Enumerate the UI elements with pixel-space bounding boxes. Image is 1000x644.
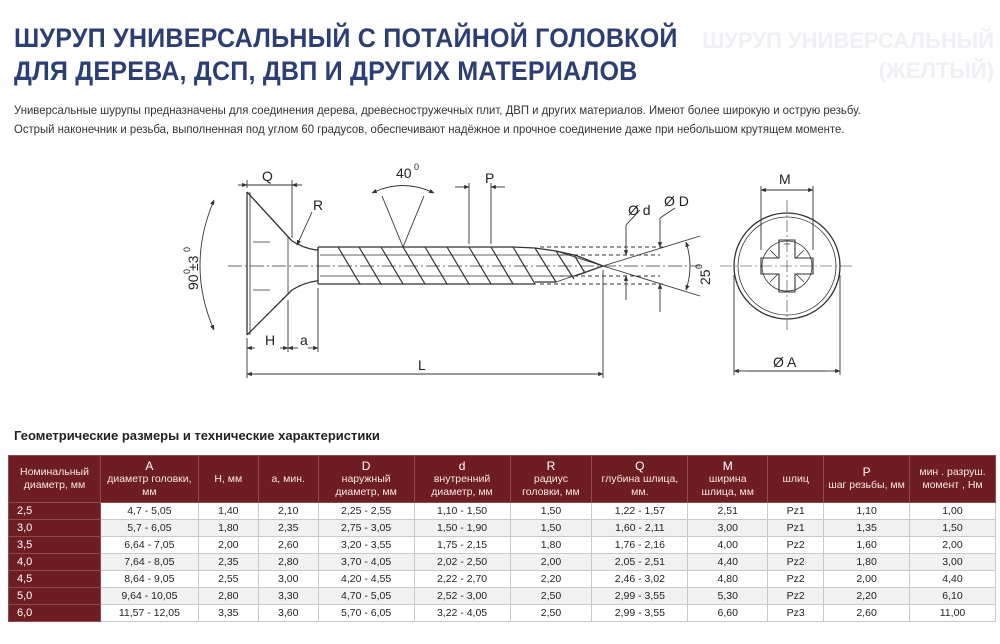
table-cell: 4,80 <box>688 571 768 588</box>
table-row <box>9 571 996 588</box>
label-r: R <box>313 197 324 213</box>
label-head-tolerance-deg: 0 <box>182 246 192 252</box>
table-cell: 2,35 <box>198 554 258 571</box>
nominal-diameter-cell: 5,0 <box>9 588 101 605</box>
nominal-diameter-cell: 2,5 <box>9 503 101 520</box>
table-cell: 2,80 <box>198 588 258 605</box>
dim-p <box>455 183 505 244</box>
screw-head <box>247 192 316 335</box>
table-cell: 1,40 <box>198 503 258 520</box>
table-cell: 2,50 <box>510 605 592 622</box>
table-cell: 2,51 <box>688 503 768 520</box>
label-a-diameter: Ø A <box>773 354 797 370</box>
faded-heading-line-2: (ЖЕЛТЫЙ) <box>878 58 994 83</box>
table-cell: 5,7 - 6,05 <box>100 520 198 537</box>
table-row <box>9 605 996 622</box>
table-cell: 1,60 <box>824 537 910 554</box>
header-inner-diameter: d внутренний диаметр, мм <box>414 456 510 503</box>
label-d-outer: Ø D <box>664 193 689 209</box>
header-slot: шлиц <box>768 456 824 503</box>
table-cell: 1,76 - 2,16 <box>592 537 688 554</box>
table-cell: 2,55 <box>198 571 258 588</box>
header-head-radius: R радиус головки, мм <box>510 456 592 503</box>
table-cell: 2,75 - 3,05 <box>318 520 414 537</box>
screw-tip <box>556 251 603 282</box>
table-cell: 6,60 <box>688 605 768 622</box>
table-cell: 2,80 <box>258 554 318 571</box>
table-cell: 2,00 <box>510 554 592 571</box>
table-header-row <box>9 456 996 503</box>
table-cell: 1,50 <box>510 503 592 520</box>
table-cell: 2,20 <box>824 588 910 605</box>
table-cell: 6,10 <box>910 588 996 605</box>
table-cell: 2,00 <box>824 571 910 588</box>
header-head-diameter: A диаметр головки, мм <box>100 456 198 503</box>
table-cell: 1,50 <box>910 520 996 537</box>
table-cell: 2,10 <box>258 503 318 520</box>
table-cell: 3,70 - 4,05 <box>318 554 414 571</box>
table-cell: 2,20 <box>510 571 592 588</box>
table-cell: 1,10 <box>824 503 910 520</box>
label-angle-40-deg: 0 <box>414 162 420 172</box>
table-cell: 2,00 <box>910 537 996 554</box>
label-tip-angle-deg: 0 <box>694 263 704 269</box>
title-line-2: ДЛЯ ДЕРЕВА, ДСП, ДВП И ДРУГИХ МАТЕРИАЛОВ <box>14 56 638 86</box>
label-tip-angle: 25 <box>697 269 713 285</box>
table-row <box>9 537 996 554</box>
nominal-diameter-cell: 4,0 <box>9 554 101 571</box>
nominal-diameter-cell: 4,5 <box>9 571 101 588</box>
table-cell: 6,64 - 7,05 <box>100 537 198 554</box>
label-h: H <box>265 332 276 348</box>
label-a: a <box>300 332 308 348</box>
dim-angle-40 <box>372 186 434 248</box>
page-title <box>14 22 678 88</box>
table-cell: Pz1 <box>768 503 824 520</box>
table-cell: 1,80 <box>824 554 910 571</box>
table-cell: 2,52 - 3,00 <box>414 588 510 605</box>
dim-angle-90 <box>200 200 214 330</box>
table-cell: 1,50 <box>510 520 592 537</box>
table-cell: 2,99 - 3,55 <box>592 605 688 622</box>
table-cell: 3,30 <box>258 588 318 605</box>
header-a-min: a, мин. <box>258 456 318 503</box>
faded-heading <box>702 26 994 86</box>
table-cell: 2,05 - 2,51 <box>592 554 688 571</box>
table-cell: 4,00 <box>688 537 768 554</box>
table-cell: 1,80 <box>198 520 258 537</box>
table-cell: 8,64 - 9,05 <box>100 571 198 588</box>
table-cell: 5,70 - 6,05 <box>318 605 414 622</box>
header-h: H, мм <box>198 456 258 503</box>
table-cell: 1,00 <box>910 503 996 520</box>
table-row <box>9 588 996 605</box>
head-end-view <box>720 200 855 330</box>
header-slot-width: M ширина шлица, мм <box>688 456 768 503</box>
table-cell: 2,60 <box>258 537 318 554</box>
faded-heading-line-1: ШУРУП УНИВЕРСАЛЬНЫЙ <box>702 28 994 53</box>
label-angle-40: 40 <box>396 165 412 181</box>
table-cell: 11,00 <box>910 605 996 622</box>
table-cell: 2,25 - 2,55 <box>318 503 414 520</box>
table-cell: Pz2 <box>768 588 824 605</box>
label-m: M <box>779 171 791 187</box>
table-cell: 5,30 <box>688 588 768 605</box>
header-thread-pitch: P шаг резьбы, мм <box>824 456 910 503</box>
table-cell: 4,20 - 4,55 <box>318 571 414 588</box>
table-cell: 1,50 - 1,90 <box>414 520 510 537</box>
table-cell: 1,80 <box>510 537 592 554</box>
table-cell: 4,40 <box>688 554 768 571</box>
nominal-diameter-cell: 6,0 <box>9 605 101 622</box>
header-breaking-torque: мин . разруш. момент , Нм <box>910 456 996 503</box>
dim-r-leader <box>297 212 312 245</box>
table-cell: 4,40 <box>910 571 996 588</box>
description-line-2: Острый наконечник и резьба, выполненная под углом 60 градусов, обеспечивают надёжное и прочное соединение даже при небольшом крутящем моменте. <box>14 122 845 136</box>
table-cell: 2,60 <box>824 605 910 622</box>
table-cell: 3,35 <box>198 605 258 622</box>
screw-shank <box>316 247 575 284</box>
table-cell: Pz1 <box>768 520 824 537</box>
table-cell: 2,50 <box>510 588 592 605</box>
table-cell: 1,60 - 2,11 <box>592 520 688 537</box>
screw-threads <box>318 247 585 284</box>
table-cell: 3,00 <box>258 571 318 588</box>
table-cell: 2,46 - 3,02 <box>592 571 688 588</box>
table-cell: 1,10 - 1,50 <box>414 503 510 520</box>
description-line-1: Универсальные шурупы предназначены для соединения дерева, древесностружечных плит, ДВП и других материалов. Имеют более широкую и острую резьбу. <box>14 103 861 117</box>
table-cell: 2,22 - 2,70 <box>414 571 510 588</box>
label-l: L <box>418 357 426 373</box>
label-head-angle: 90 <box>185 274 201 290</box>
nominal-diameter-cell: 3,0 <box>9 520 101 537</box>
screw-drawing <box>0 150 1000 430</box>
title-line-1: ШУРУП УНИВЕРСАЛЬНЫЙ С ПОТАЙНОЙ ГОЛОВКОЙ <box>14 23 678 53</box>
table-cell: 3,20 - 3,55 <box>318 537 414 554</box>
table-cell: 2,02 - 2,50 <box>414 554 510 571</box>
description <box>14 101 861 139</box>
nominal-diameter-cell: 3,5 <box>9 537 101 554</box>
header-outer-diameter: D наружный диаметр, мм <box>318 456 414 503</box>
header-slot-depth: Q глубина шлица, мм. <box>592 456 688 503</box>
label-head-tolerance: ±3 <box>185 255 201 271</box>
table-cell: 3,60 <box>258 605 318 622</box>
table-row <box>9 554 996 571</box>
table-cell: 1,22 - 1,57 <box>592 503 688 520</box>
table-row <box>9 503 996 520</box>
spec-table <box>8 455 996 622</box>
label-q: Q <box>262 168 273 184</box>
table-cell: 9,64 - 10,05 <box>100 588 198 605</box>
label-d-inner: Ø d <box>628 202 651 218</box>
table-cell: 1,35 <box>824 520 910 537</box>
dim-diameters <box>540 208 675 312</box>
table-cell: 3,00 <box>910 554 996 571</box>
header-nominal-diameter: Номинальный диаметр, мм <box>9 456 101 503</box>
table-cell: 11,57 - 12,05 <box>100 605 198 622</box>
table-cell: 7,64 - 8,05 <box>100 554 198 571</box>
label-p: P <box>485 170 495 186</box>
table-row <box>9 520 996 537</box>
table-cell: Pz2 <box>768 554 824 571</box>
table-title: Геометрические размеры и технические характеристики <box>14 428 380 443</box>
table-cell: Pz2 <box>768 571 824 588</box>
table-cell: Pz3 <box>768 605 824 622</box>
table-cell: 2,99 - 3,55 <box>592 588 688 605</box>
table-cell: 3,22 - 4,05 <box>414 605 510 622</box>
table-cell: 2,35 <box>258 520 318 537</box>
table-cell: 3,00 <box>688 520 768 537</box>
table-cell: Pz2 <box>768 537 824 554</box>
table-cell: 2,00 <box>198 537 258 554</box>
table-cell: 4,7 - 5,05 <box>100 503 198 520</box>
table-cell: 1,75 - 2,15 <box>414 537 510 554</box>
label-head-angle-deg: 0 <box>182 268 192 274</box>
table-cell: 4,70 - 5,05 <box>318 588 414 605</box>
